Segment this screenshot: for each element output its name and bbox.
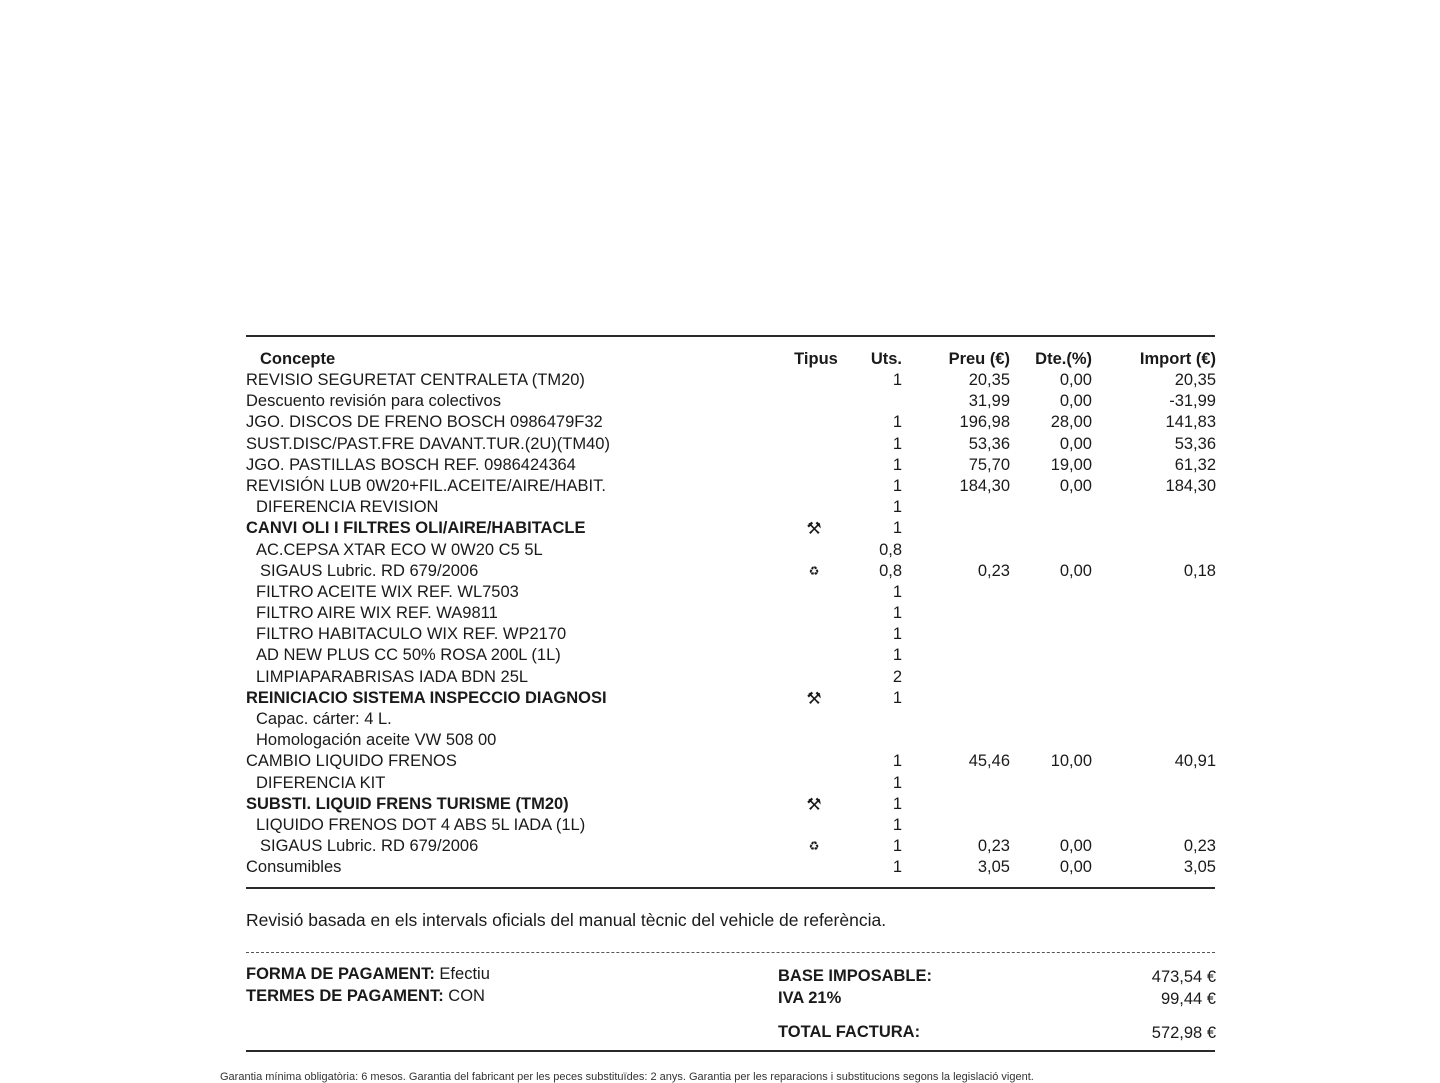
table-row xyxy=(246,434,1216,455)
table-row xyxy=(246,370,1216,391)
table-row xyxy=(246,455,1216,476)
cell-import: 53,36 xyxy=(1174,434,1216,453)
cell-concept: LIMPIAPARABRISAS IADA BDN 25L xyxy=(256,667,529,686)
payment-summary xyxy=(246,962,1216,1052)
cell-concept: SUBSTI. LIQUID FRENS TURISME (TM20) xyxy=(246,794,569,813)
cell-concept: AC.CEPSA XTAR ECO W 0W20 C5 5L xyxy=(256,540,543,559)
cell-concept: Consumibles xyxy=(246,858,342,877)
table-row xyxy=(246,751,1216,772)
cell-concept: FILTRO AIRE WIX REF. WA9811 xyxy=(256,604,498,623)
cell-uts: 1 xyxy=(892,794,902,813)
cell-uts: 1 xyxy=(892,752,902,771)
summary-top-rule xyxy=(246,952,1215,953)
cell-dte: 0,00 xyxy=(1059,434,1092,453)
header-concept: Concepte xyxy=(260,350,336,368)
cell-preu: 196,98 xyxy=(959,413,1010,432)
cell-dte: 0,00 xyxy=(1059,858,1092,877)
cell-concept: SIGAUS Lubric. RD 679/2006 xyxy=(260,837,479,856)
cell-preu: 75,70 xyxy=(968,455,1010,474)
cell-import: 0,23 xyxy=(1183,837,1216,856)
table-body xyxy=(246,370,1216,879)
cell-import: 3,05 xyxy=(1183,858,1216,877)
table-row xyxy=(246,476,1216,497)
cell-concept: SIGAUS Lubric. RD 679/2006 xyxy=(260,561,479,580)
cell-concept: REVISIO SEGURETAT CENTRALETA (TM20) xyxy=(246,371,585,389)
table-row xyxy=(246,667,1216,688)
table-row xyxy=(246,412,1216,433)
cell-dte: 0,00 xyxy=(1059,561,1092,580)
cell-import: 0,18 xyxy=(1183,561,1216,580)
cell-dte: 0,00 xyxy=(1059,371,1092,389)
table-row xyxy=(246,391,1216,412)
cell-preu: 53,36 xyxy=(968,434,1010,453)
cell-import: -31,99 xyxy=(1169,392,1216,411)
cell-concept: CAMBIO LIQUIDO FRENOS xyxy=(246,752,457,771)
cell-import: 141,83 xyxy=(1165,413,1216,432)
cell-uts: 1 xyxy=(892,413,902,432)
cell-uts: 0,8 xyxy=(879,540,902,559)
base-imposable-value: 473,54 € xyxy=(1151,968,1216,986)
cell-uts: 1 xyxy=(892,434,902,453)
cell-uts: 1 xyxy=(892,519,902,538)
cell-concept: DIFERENCIA REVISION xyxy=(256,498,439,517)
table-row xyxy=(246,794,1216,815)
cell-uts: 2 xyxy=(892,667,902,686)
table-top-rule xyxy=(246,335,1215,337)
cell-uts: 1 xyxy=(892,858,902,877)
table-row xyxy=(246,836,1216,857)
cell-concept: JGO. DISCOS DE FRENO BOSCH 0986479F32 xyxy=(246,413,603,432)
cell-import: 40,91 xyxy=(1174,752,1216,771)
cell-dte: 19,00 xyxy=(1050,455,1092,474)
cell-import: 20,35 xyxy=(1174,371,1216,389)
cell-concept: FILTRO HABITACULO WIX REF. WP2170 xyxy=(256,625,567,644)
table-row xyxy=(246,773,1216,794)
cell-concept: SUST.DISC/PAST.FRE DAVANT.TUR.(2U)(TM40) xyxy=(246,434,610,453)
cell-uts: 1 xyxy=(892,625,902,644)
cell-preu: 0,23 xyxy=(977,561,1010,580)
header-uts: Uts. xyxy=(870,350,902,368)
cell-preu: 20,35 xyxy=(968,371,1010,389)
table-row xyxy=(246,603,1216,624)
cell-preu: 184,30 xyxy=(959,476,1010,495)
table-row xyxy=(246,582,1216,603)
table-row xyxy=(246,561,1216,582)
cell-concept: JGO. PASTILLAS BOSCH REF. 0986424364 xyxy=(246,455,576,474)
header-dte: Dte.(%) xyxy=(1035,350,1092,368)
table-row xyxy=(246,540,1216,561)
payment-terms-label: TERMES DE PAGAMENT: xyxy=(246,987,444,1005)
table-row xyxy=(246,688,1216,709)
payment-terms xyxy=(246,987,485,1006)
iva-label: IVA 21% xyxy=(778,989,842,1007)
cell-dte: 10,00 xyxy=(1050,752,1092,771)
base-imposable-label: BASE IMPOSABLE: xyxy=(778,967,933,985)
cell-preu: 3,05 xyxy=(977,858,1010,877)
cell-uts: 1 xyxy=(892,837,902,856)
payment-terms-value: CON xyxy=(448,987,485,1005)
cell-concept: FILTRO ACEITE WIX REF. WL7503 xyxy=(256,582,519,601)
table-row xyxy=(246,624,1216,645)
cell-concept: Homologación aceite VW 508 00 xyxy=(256,731,497,750)
header-tipus: Tipus xyxy=(794,350,838,368)
payment-method-value: Efectiu xyxy=(439,965,490,983)
cell-uts: 1 xyxy=(892,646,902,665)
payment-method-label: FORMA DE PAGAMENT: xyxy=(246,965,435,983)
header-import: Import (€) xyxy=(1139,350,1216,368)
cell-uts: 0,8 xyxy=(879,561,902,580)
table-row xyxy=(246,857,1216,878)
cell-import: 184,30 xyxy=(1165,476,1216,495)
iva-value: 99,44 € xyxy=(1160,990,1216,1008)
cell-dte: 0,00 xyxy=(1059,392,1092,411)
payment-method xyxy=(246,965,490,984)
table-row xyxy=(246,815,1216,836)
table-row xyxy=(246,497,1216,518)
cell-concept: DIFERENCIA KIT xyxy=(256,773,386,792)
recycle-icon: ♻ xyxy=(808,839,820,854)
cell-concept: REVISIÓN LUB 0W20+FIL.ACEITE/AIRE/HABIT. xyxy=(246,476,606,495)
cell-uts: 1 xyxy=(892,498,902,517)
cell-concept: Descuento revisión para colectivos xyxy=(246,392,501,411)
wrench-icon: ⚒ xyxy=(806,794,822,814)
table-row xyxy=(246,709,1216,730)
cell-dte: 0,00 xyxy=(1059,476,1092,495)
cell-uts: 1 xyxy=(892,476,902,495)
cell-uts: 1 xyxy=(892,773,902,792)
cell-preu: 0,23 xyxy=(977,837,1010,856)
table-header xyxy=(246,348,1216,370)
table-bottom-rule xyxy=(246,887,1215,889)
cell-uts: 1 xyxy=(892,582,902,601)
wrench-icon: ⚒ xyxy=(806,519,822,539)
cell-dte: 0,00 xyxy=(1059,837,1092,856)
table-row xyxy=(246,518,1216,539)
cell-concept: Capac. cárter: 4 L. xyxy=(256,710,392,728)
recycle-icon: ♻ xyxy=(808,563,820,578)
revision-note: Revisió basada en els intervals oficials del manual tècnic del vehicle de referència. xyxy=(246,910,887,930)
cell-concept: CANVI OLI I FILTRES OLI/AIRE/HABITACLE xyxy=(246,519,586,538)
cell-uts: 1 xyxy=(892,455,902,474)
table-row xyxy=(246,730,1216,751)
cell-concept: LIQUIDO FRENOS DOT 4 ABS 5L IADA (1L) xyxy=(256,815,586,834)
cell-dte: 28,00 xyxy=(1050,413,1092,432)
cell-uts: 1 xyxy=(892,815,902,834)
total-factura-label: TOTAL FACTURA: xyxy=(778,1023,921,1041)
warranty-footer: Garantia mínima obligatòria: 6 mesos. Garantia del fabricant per les peces substituïdes: 2 anys. Garantia per les reparacions i substitucions segons la legislació vigent. xyxy=(220,1071,1034,1083)
cell-import: 61,32 xyxy=(1174,455,1216,474)
invoice-items-table xyxy=(246,348,1216,879)
cell-preu: 31,99 xyxy=(968,392,1010,411)
cell-preu: 45,46 xyxy=(968,752,1010,771)
cell-concept: AD NEW PLUS CC 50% ROSA 200L (1L) xyxy=(256,646,561,665)
header-preu: Preu (€) xyxy=(948,350,1010,368)
cell-uts: 1 xyxy=(892,604,902,623)
wrench-icon: ⚒ xyxy=(806,688,822,708)
cell-concept: REINICIACIO SISTEMA INSPECCIO DIAGNOSI xyxy=(246,688,607,707)
cell-uts: 1 xyxy=(892,688,902,707)
table-row xyxy=(246,645,1216,666)
total-factura-value: 572,98 € xyxy=(1151,1024,1216,1042)
cell-uts: 1 xyxy=(892,371,902,389)
summary-bottom-rule xyxy=(246,1050,1215,1052)
